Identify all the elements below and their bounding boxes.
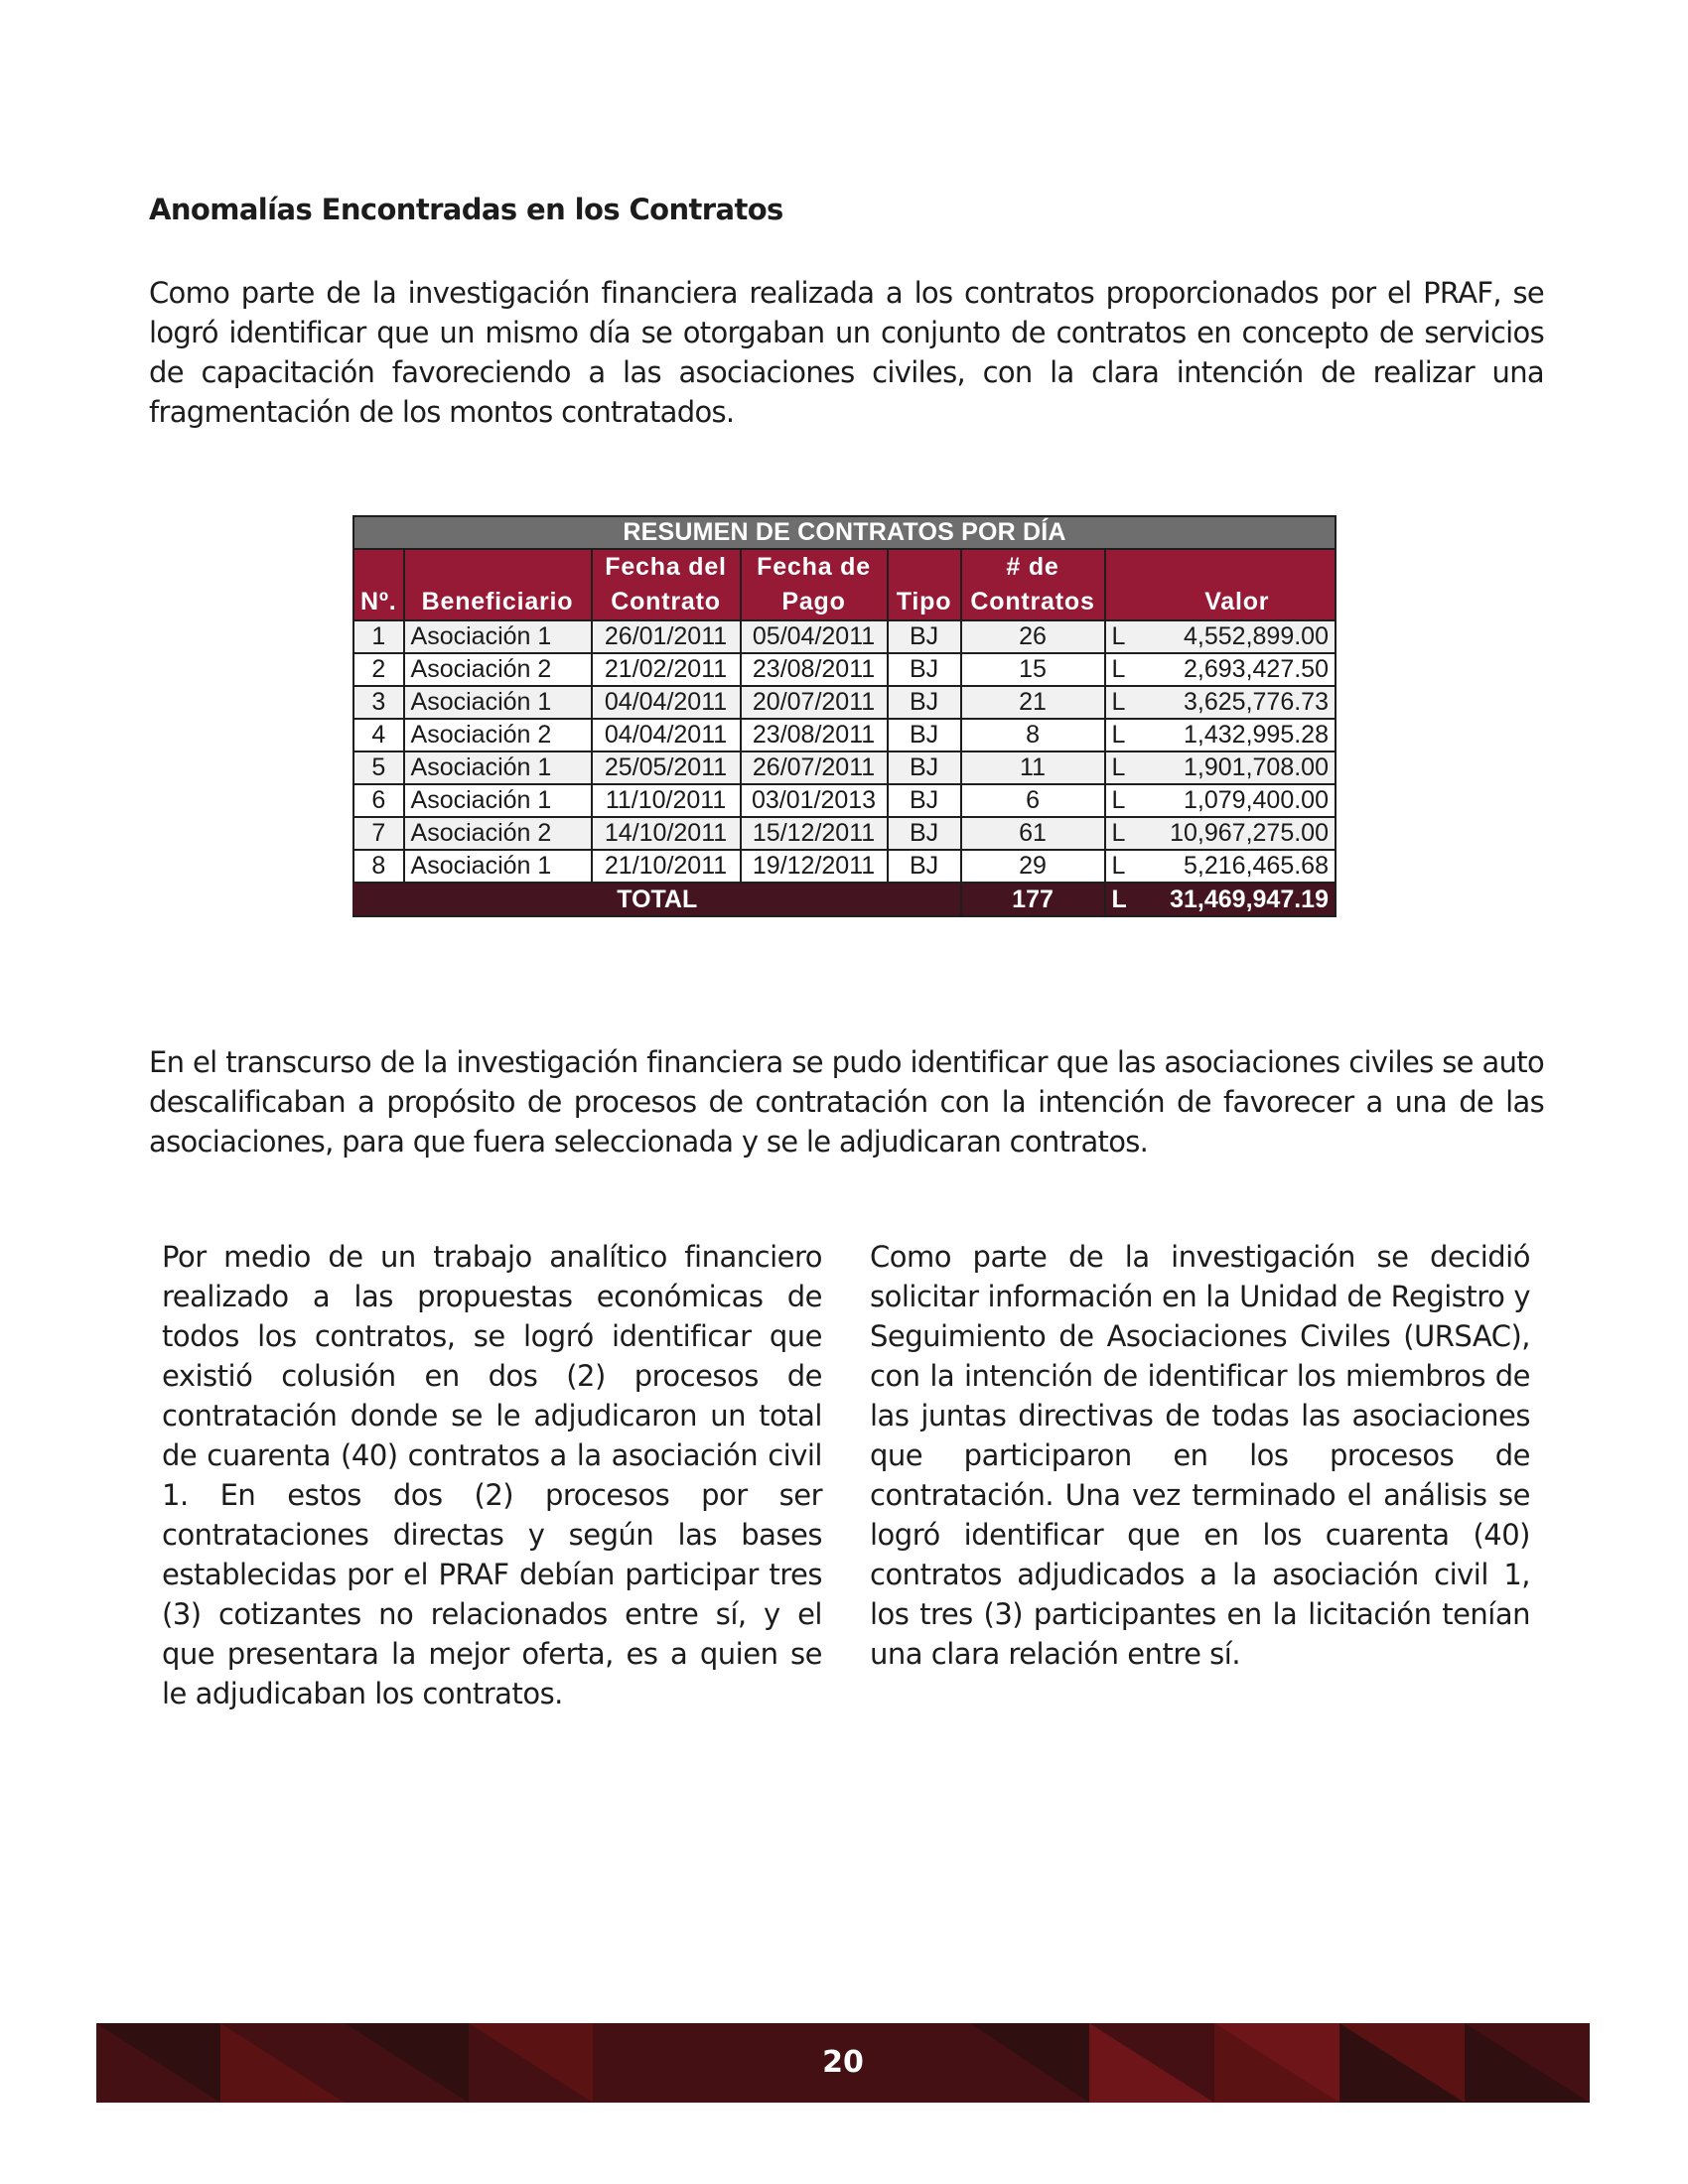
cell-beneficiario: Asociación 2 bbox=[404, 653, 592, 686]
header-tipo: Tipo bbox=[888, 549, 961, 620]
header-valor: Valor bbox=[1105, 549, 1336, 620]
cell-beneficiario: Asociación 1 bbox=[404, 784, 592, 817]
cell-beneficiario: Asociación 1 bbox=[404, 751, 592, 784]
cell-num: 8 bbox=[353, 850, 404, 883]
cell-amount: 4,552,899.00 bbox=[1184, 622, 1329, 650]
page-footer-band bbox=[96, 2023, 1590, 2103]
table-row bbox=[353, 817, 1336, 850]
header-fecha-pago-line1: Fecha de bbox=[757, 553, 871, 581]
cell-tipo: BJ bbox=[888, 620, 961, 653]
cell-num: 2 bbox=[353, 653, 404, 686]
table-header-row bbox=[353, 549, 1336, 620]
cell-valor bbox=[1105, 784, 1336, 817]
cell-currency: L bbox=[1111, 622, 1126, 650]
cell-num: 1 bbox=[353, 620, 404, 653]
cell-currency: L bbox=[1111, 655, 1126, 683]
left-column-text: Por medio de un trabajo analítico financiero realizado a las propuestas económicas de todos los contratos, se logró identificar que existió colusión en dos (2) procesos de contratación donde se le adjudicaron un total de cuarenta (40) contratos a la asociación civil 1. En estos dos (2) procesos por ser contrataciones directas y según las bases establecidas por el PRAF debían participar tres (3) cotizantes no relacionados entre sí, y el que presentara la mejor oferta, es a quien se le adjudicaban los contratos. bbox=[162, 1240, 822, 1710]
total-valor: 31,469,947.19 bbox=[1170, 886, 1329, 913]
header-num-contratos-line1: # de bbox=[1006, 553, 1059, 581]
cell-amount: 5,216,465.68 bbox=[1184, 852, 1329, 880]
total-contratos: 177 bbox=[961, 883, 1105, 916]
table-row bbox=[353, 751, 1336, 784]
total-label: TOTAL bbox=[353, 883, 961, 916]
cell-currency: L bbox=[1111, 721, 1126, 749]
cell-fecha-pago: 03/01/2013 bbox=[741, 784, 888, 817]
cell-contratos: 21 bbox=[961, 686, 1105, 719]
cell-fecha-contrato: 04/04/2011 bbox=[592, 719, 741, 751]
header-num-contratos bbox=[961, 549, 1105, 620]
cell-beneficiario: Asociación 2 bbox=[404, 817, 592, 850]
header-num-contratos-line2: Contratos bbox=[970, 588, 1095, 615]
cell-currency: L bbox=[1111, 786, 1126, 814]
second-paragraph: En el transcurso de la investigación financiera se pudo identificar que las asociaciones civiles se auto descalificaban a propósito de procesos de contratación con la intención de favorecer a una de las asociaciones, para que fuera seleccionada y se le adjudicaran contratos. bbox=[149, 1045, 1544, 1159]
table-row bbox=[353, 620, 1336, 653]
cell-amount: 1,079,400.00 bbox=[1184, 786, 1329, 814]
cell-valor bbox=[1105, 850, 1336, 883]
header-fecha-pago bbox=[741, 549, 888, 620]
cell-fecha-pago: 19/12/2011 bbox=[741, 850, 888, 883]
cell-num: 5 bbox=[353, 751, 404, 784]
header-fecha-contrato-line1: Fecha del bbox=[605, 553, 727, 581]
cell-contratos: 29 bbox=[961, 850, 1105, 883]
right-column-text: Como parte de la investigación se decidió solicitar información en la Unidad de Registro y Seguimiento de Asociaciones Civiles (URSAC), con la intención de identificar los miembros de las juntas directivas de todas las asociaciones que participaron en los procesos de contratación. Una vez terminado el análisis se logró identificar que en los cuarenta (40) contratos adjudicados a la asociación civil 1, los tres (3) participantes en la licitación tenían una clara relación entre sí. bbox=[870, 1240, 1530, 1671]
table-total-row bbox=[353, 883, 1336, 916]
table-row bbox=[353, 686, 1336, 719]
cell-fecha-contrato: 21/10/2011 bbox=[592, 850, 741, 883]
cell-amount: 3,625,776.73 bbox=[1184, 688, 1329, 716]
cell-fecha-pago: 05/04/2011 bbox=[741, 620, 888, 653]
cell-fecha-contrato: 25/05/2011 bbox=[592, 751, 741, 784]
cell-contratos: 8 bbox=[961, 719, 1105, 751]
cell-currency: L bbox=[1111, 688, 1126, 716]
cell-num: 7 bbox=[353, 817, 404, 850]
table-row bbox=[353, 653, 1336, 686]
header-fecha-pago-line2: Pago bbox=[781, 588, 846, 615]
cell-fecha-contrato: 11/10/2011 bbox=[592, 784, 741, 817]
cell-valor bbox=[1105, 817, 1336, 850]
cell-tipo: BJ bbox=[888, 817, 961, 850]
cell-valor bbox=[1105, 686, 1336, 719]
cell-contratos: 11 bbox=[961, 751, 1105, 784]
table-row bbox=[353, 719, 1336, 751]
cell-amount: 10,967,275.00 bbox=[1170, 819, 1329, 847]
cell-tipo: BJ bbox=[888, 784, 961, 817]
page-number: 20 bbox=[822, 2045, 864, 2080]
table-title-row bbox=[353, 516, 1336, 549]
cell-tipo: BJ bbox=[888, 686, 961, 719]
cell-contratos: 6 bbox=[961, 784, 1105, 817]
table-title: RESUMEN DE CONTRATOS POR DÍA bbox=[353, 516, 1336, 549]
table-body bbox=[353, 620, 1336, 883]
cell-tipo: BJ bbox=[888, 850, 961, 883]
cell-fecha-contrato: 26/01/2011 bbox=[592, 620, 741, 653]
table-row bbox=[353, 784, 1336, 817]
cell-tipo: BJ bbox=[888, 751, 961, 784]
cell-contratos: 61 bbox=[961, 817, 1105, 850]
cell-tipo: BJ bbox=[888, 719, 961, 751]
cell-amount: 1,901,708.00 bbox=[1184, 753, 1329, 781]
section-heading: Anomalías Encontradas en los Contratos bbox=[149, 193, 783, 226]
header-fecha-contrato-line2: Contrato bbox=[611, 588, 721, 615]
header-beneficiario: Beneficiario bbox=[404, 549, 592, 620]
cell-valor bbox=[1105, 653, 1336, 686]
cell-num: 6 bbox=[353, 784, 404, 817]
cell-amount: 2,693,427.50 bbox=[1184, 655, 1329, 683]
total-currency: L bbox=[1111, 886, 1127, 913]
cell-fecha-pago: 23/08/2011 bbox=[741, 653, 888, 686]
cell-fecha-pago: 26/07/2011 bbox=[741, 751, 888, 784]
cell-num: 4 bbox=[353, 719, 404, 751]
cell-contratos: 26 bbox=[961, 620, 1105, 653]
header-fecha-contrato bbox=[592, 549, 741, 620]
cell-beneficiario: Asociación 2 bbox=[404, 719, 592, 751]
cell-fecha-pago: 20/07/2011 bbox=[741, 686, 888, 719]
cell-fecha-pago: 15/12/2011 bbox=[741, 817, 888, 850]
cell-fecha-contrato: 21/02/2011 bbox=[592, 653, 741, 686]
cell-fecha-pago: 23/08/2011 bbox=[741, 719, 888, 751]
cell-beneficiario: Asociación 1 bbox=[404, 850, 592, 883]
cell-valor bbox=[1105, 719, 1336, 751]
cell-amount: 1,432,995.28 bbox=[1184, 721, 1329, 749]
cell-fecha-contrato: 04/04/2011 bbox=[592, 686, 741, 719]
cell-currency: L bbox=[1111, 819, 1126, 847]
header-num: Nº. bbox=[353, 549, 404, 620]
cell-valor bbox=[1105, 620, 1336, 653]
cell-valor bbox=[1105, 751, 1336, 784]
cell-currency: L bbox=[1111, 852, 1126, 880]
table-row bbox=[353, 850, 1336, 883]
cell-beneficiario: Asociación 1 bbox=[404, 620, 592, 653]
total-valor-cell bbox=[1105, 883, 1336, 916]
cell-tipo: BJ bbox=[888, 653, 961, 686]
cell-currency: L bbox=[1111, 753, 1126, 781]
cell-num: 3 bbox=[353, 686, 404, 719]
cell-fecha-contrato: 14/10/2011 bbox=[592, 817, 741, 850]
cell-beneficiario: Asociación 1 bbox=[404, 686, 592, 719]
intro-paragraph: Como parte de la investigación financiera realizada a los contratos proporcionados por el PRAF, se logró identificar que un mismo día se otorgaban un conjunto de contratos en concepto de servicios de capacitación favoreciendo a las asociaciones civiles, con la clara intención de realizar una fragmentación de los montos contratados. bbox=[149, 276, 1544, 429]
contracts-summary-table bbox=[352, 515, 1336, 917]
cell-contratos: 15 bbox=[961, 653, 1105, 686]
